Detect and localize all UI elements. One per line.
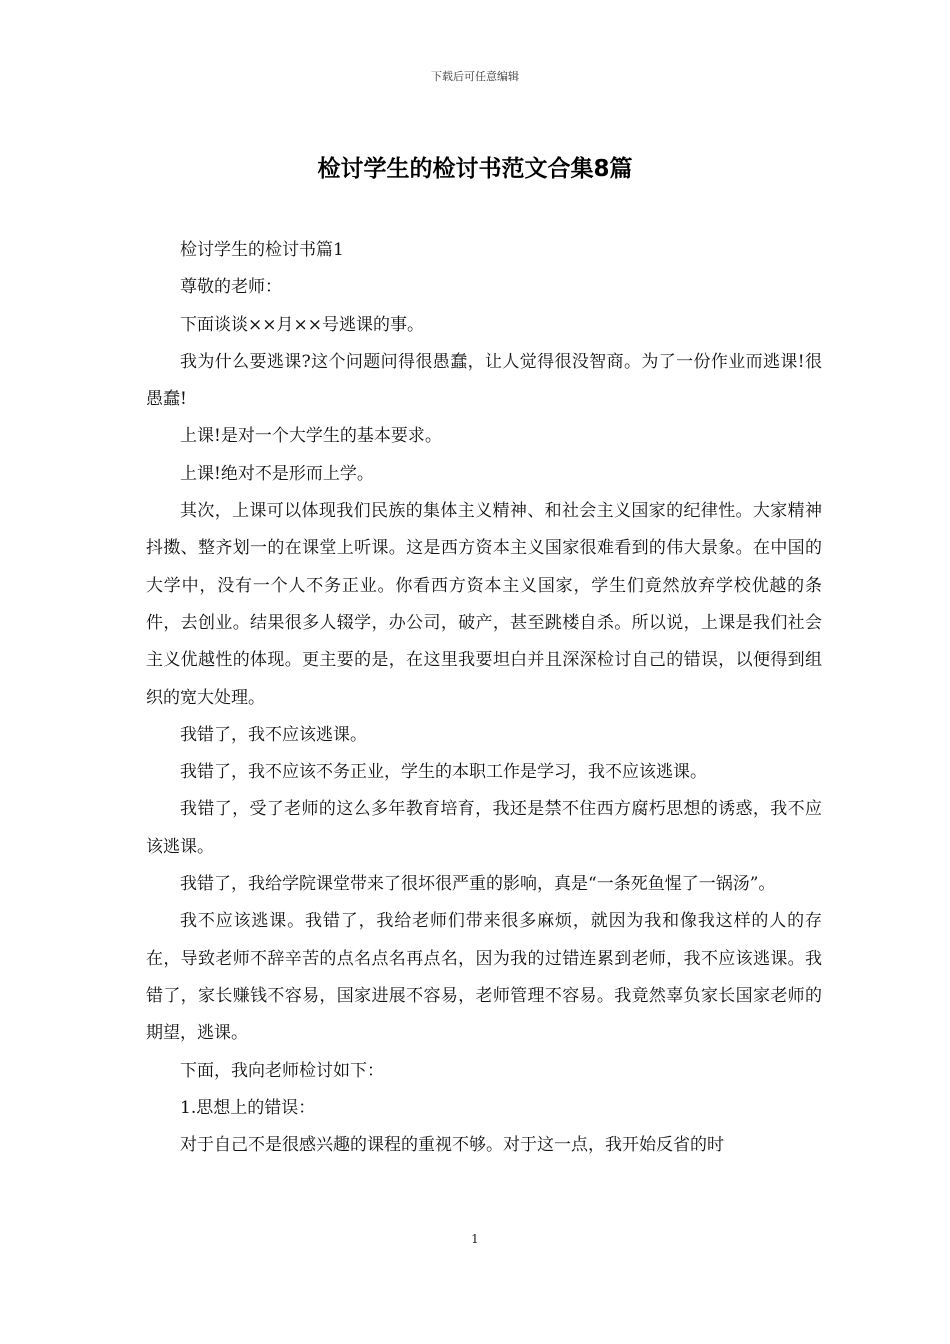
salutation: 尊敬的老师： [180, 277, 282, 298]
list-heading: 1.思想上的错误： [180, 1097, 316, 1118]
paragraph: 上课!绝对不是形而上学。 [180, 463, 374, 484]
section-heading: 检讨学生的检讨书篇1 [180, 240, 344, 260]
document-title: 检讨学生的检讨书范文合集8篇 [317, 156, 633, 182]
paragraph: 我为什么要逃课?这个问题问得很愚蠢，让人觉得很没智商。为了一份作业而逃课!很愚蠢! [146, 351, 822, 410]
header-note: 下载后可任意编辑 [431, 70, 519, 83]
paragraph: 我错了，我不应该不务正业，学生的本职工作是学习，我不应该逃课。 [180, 762, 707, 783]
paragraph: 下面谈谈××月××号逃课的事。 [180, 314, 424, 335]
paragraph: 我错了，我不应该逃课。 [180, 724, 367, 745]
page-number: 1 [471, 1232, 479, 1246]
paragraph: 我错了，我给学院课堂带来了很坏很严重的影响，真是“一条死鱼惺了一锅汤”。 [180, 874, 776, 895]
document-body [146, 232, 822, 1164]
paragraph: 上课!是对一个大学生的基本要求。 [180, 426, 442, 447]
paragraph: 下面，我向老师检讨如下： [180, 1060, 384, 1081]
paragraph: 对于自己不是很感兴趣的课程的重视不够。对于这一点，我开始反省的时 [180, 1135, 724, 1156]
paragraph: 其次，上课可以体现我们民族的集体主义精神、和社会主义国家的纪律性。大家精神抖擞、整齐划一的在课堂上听课。这是西方资本主义国家很难看到的伟大景象。在中国的大学中，没有一个人不务正业。你看西方资本主义国家，学生们竟然放弃学校优越的条件，去创业。结果很多人辍学，办公司，破产，甚至跳楼自杀。所以说，上课是我们社会主义优越性的体现。更主要的是，在这里我要坦白并且深深检讨自己的错误，以便得到组织的宽大处理。 [146, 501, 822, 708]
paragraph: 我不应该逃课。我错了，我给老师们带来很多麻烦，就因为我和像我这样的人的存在，导致老师不辞辛苦的点名点名再点名，因为我的过错连累到老师，我不应该逃课。我错了，家长赚钱不容易，国家进展不容易，老师管理不容易。我竟然辜负家长国家老师的期望，逃课。 [146, 911, 822, 1044]
paragraph: 我错了，受了老师的这么多年教育培育，我还是禁不住西方腐朽思想的诱惑，我不应该逃课。 [146, 799, 822, 857]
